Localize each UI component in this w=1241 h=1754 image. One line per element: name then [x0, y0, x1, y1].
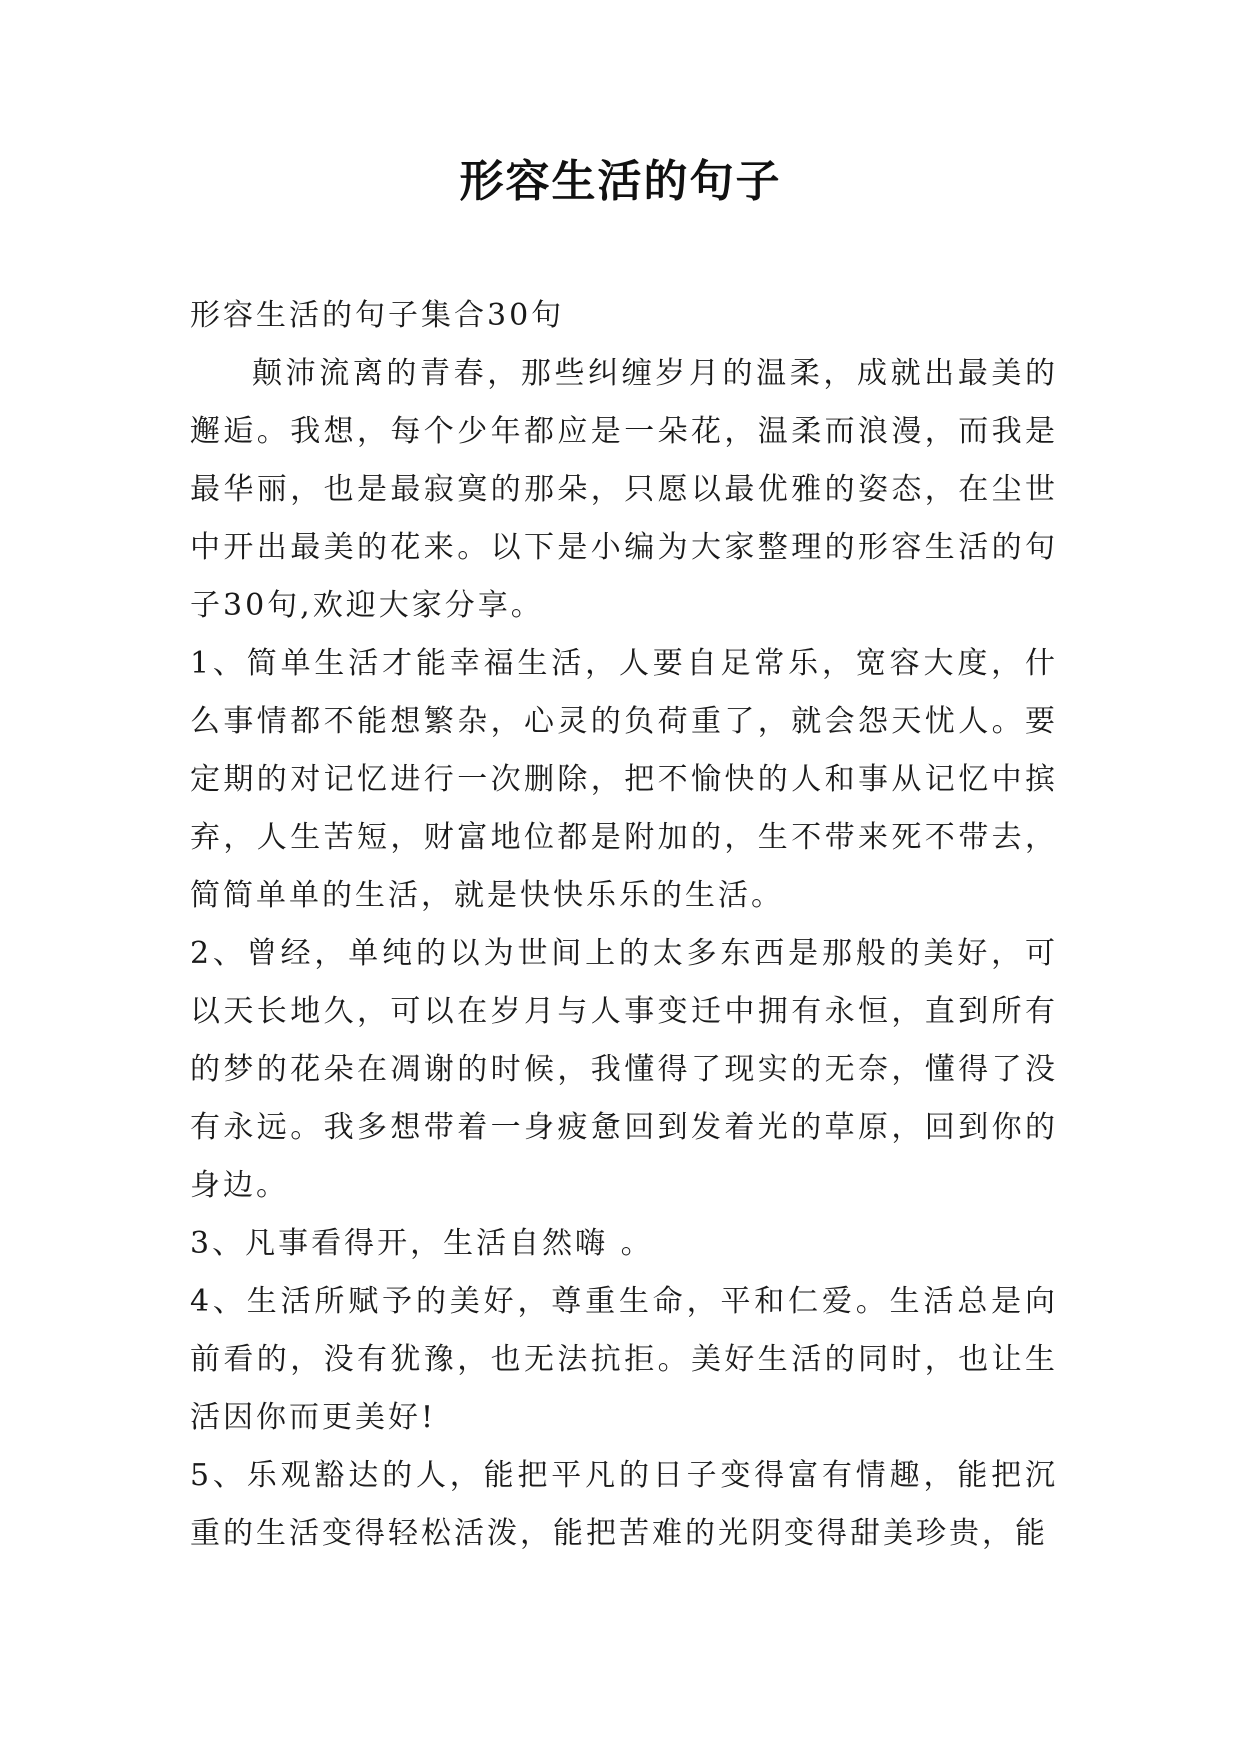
- list-item: 5、乐观豁达的人，能把平凡的日子变得富有情趣，能把沉重的生活变得轻松活泼，能把苦难的光阴变得甜美珍贵，能: [190, 1458, 1058, 1551]
- intro-paragraph: 颠沛流离的青春，那些纠缠岁月的温柔，成就出最美的邂逅。我想，每个少年都应是一朵花，温柔而浪漫，而我是最华丽，也是最寂寞的那朵，只愿以最优雅的姿态，在尘世中开出最美的花来。以下是小编为大家整理的形容生活的句子30句,欢迎大家分享。: [190, 356, 1058, 623]
- document-title: 形容生活的句子: [459, 156, 782, 207]
- document-subtitle: 形容生活的句子集合30句: [190, 298, 565, 333]
- list-item: 4、生活所赋予的美好，尊重生命，平和仁爱。生活总是向前看的，没有犹豫，也无法抗拒。美好生活的同时，也让生活因你而更美好!: [190, 1284, 1058, 1435]
- list-item: 3、凡事看得开，生活自然嗨 。: [190, 1226, 654, 1261]
- list-item: 1、简单生活才能幸福生活，人要自足常乐，宽容大度，什么事情都不能想繁杂，心灵的负荷重了，就会怨天忧人。要定期的对记忆进行一次删除，把不愉快的人和事从记忆中摈弃，人生苦短，财富地位都是附加的，生不带来死不带去，简简单单的生活，就是快快乐乐的生活。: [190, 646, 1058, 913]
- document-body: [190, 287, 1058, 1563]
- list-item: 2、曾经，单纯的以为世间上的太多东西是那般的美好，可以天长地久，可以在岁月与人事变迁中拥有永恒，直到所有的梦的花朵在凋谢的时候，我懂得了现实的无奈，懂得了没有永远。我多想带着一身疲惫回到发着光的草原，回到你的身边。: [190, 936, 1058, 1203]
